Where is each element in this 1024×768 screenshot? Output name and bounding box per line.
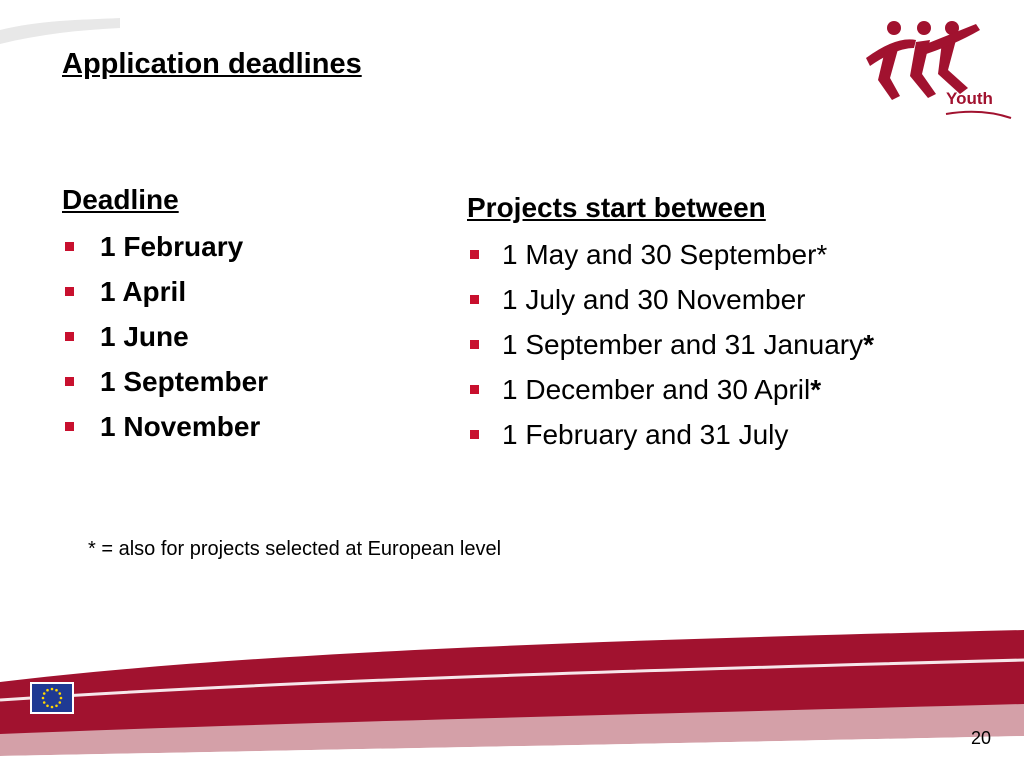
square-bullet-icon bbox=[65, 242, 74, 251]
square-bullet-icon bbox=[65, 332, 74, 341]
list-item: 1 July and 30 November bbox=[467, 282, 874, 327]
square-bullet-icon bbox=[65, 287, 74, 296]
list-item: 1 November bbox=[62, 409, 268, 454]
asterisk-mark: * bbox=[810, 374, 822, 405]
deadline-list bbox=[62, 229, 268, 454]
slide-title: Application deadlines bbox=[62, 48, 362, 80]
square-bullet-icon bbox=[470, 295, 479, 304]
asterisk-mark: * bbox=[816, 239, 828, 270]
square-bullet-icon bbox=[65, 377, 74, 386]
list-item: 1 December and 30 April* bbox=[467, 372, 874, 417]
eu-flag-icon bbox=[30, 682, 74, 714]
list-item: 1 June bbox=[62, 319, 268, 364]
projects-start-list bbox=[467, 237, 874, 462]
list-item: 1 February bbox=[62, 229, 268, 274]
projects-start-heading: Projects start between bbox=[467, 192, 766, 223]
square-bullet-icon bbox=[470, 430, 479, 439]
bottom-decorative-band bbox=[0, 630, 1024, 768]
square-bullet-icon bbox=[65, 422, 74, 431]
list-item: 1 May and 30 September* bbox=[467, 237, 874, 282]
list-item: 1 September bbox=[62, 364, 268, 409]
square-bullet-icon bbox=[470, 385, 479, 394]
page-number: 20 bbox=[971, 728, 992, 748]
square-bullet-icon bbox=[470, 250, 479, 259]
square-bullet-icon bbox=[470, 340, 479, 349]
list-item: 1 September and 31 January* bbox=[467, 327, 874, 372]
deadline-heading: Deadline bbox=[62, 184, 179, 215]
list-item: 1 April bbox=[62, 274, 268, 319]
footnote: * = also for projects selected at European level bbox=[88, 538, 502, 560]
asterisk-mark: * bbox=[863, 329, 875, 360]
logo-text: Youth bbox=[946, 89, 993, 108]
list-item: 1 February and 31 July bbox=[467, 417, 874, 462]
